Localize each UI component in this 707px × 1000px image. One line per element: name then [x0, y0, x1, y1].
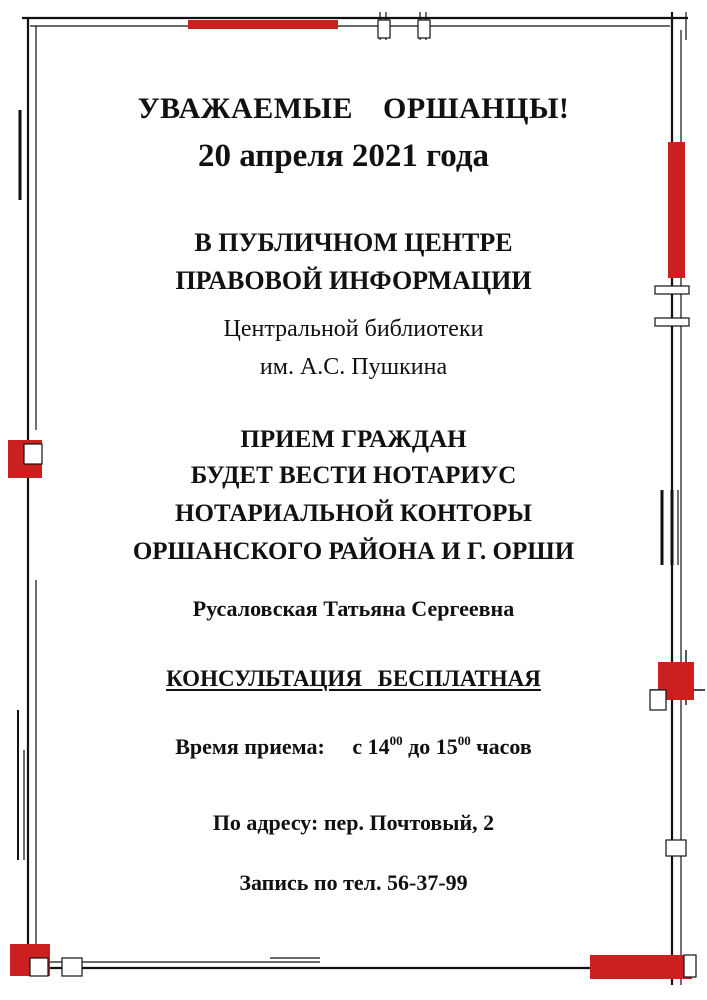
notary-name: Русаловская Татьяна Сергеевна: [192, 596, 515, 621]
reception-time: [0, 734, 707, 760]
reception-from-minutes: 00: [389, 733, 403, 748]
library-line-1: Центральной библиотеки: [223, 316, 484, 342]
announcement-line-2: БУДЕТ ВЕСТИ НОТАРИУС: [190, 462, 517, 489]
venue-line-1: В ПУБЛИЧНОМ ЦЕНТРЕ: [194, 228, 513, 257]
library-line-2: им. А.С. Пушкина: [259, 354, 448, 380]
announcement-line-4: ОРШАНСКОГО РАЙОНА И Г. ОРШИ: [132, 538, 575, 565]
announcement-line-1: ПРИЕМ ГРАЖДАН: [240, 426, 467, 453]
reception-unit: часов: [470, 734, 532, 759]
announcement-line-3: НОТАРИАЛЬНОЙ КОНТОРЫ: [175, 500, 532, 527]
reception-to: до 15: [402, 734, 458, 759]
reception-label: Время приема:: [175, 734, 325, 759]
poster-title: УВАЖАЕМЫЕ ОРШАНЦЫ!: [137, 92, 570, 125]
venue-line-2: ПРАВОВОЙ ИНФОРМАЦИИ: [175, 266, 532, 295]
reception-to-minutes: 00: [457, 733, 471, 748]
consultation-text: КОНСУЛЬТАЦИЯ БЕСПЛАТНАЯ: [166, 666, 541, 691]
event-date: 20 апреля 2021 года: [197, 138, 490, 174]
address: По адресу: пер. Почтовый, 2: [212, 810, 495, 835]
reception-from: с 14: [352, 734, 390, 759]
phone-booking: Запись по тел. 56-37-99: [239, 870, 468, 895]
consultation-note: [0, 666, 707, 692]
